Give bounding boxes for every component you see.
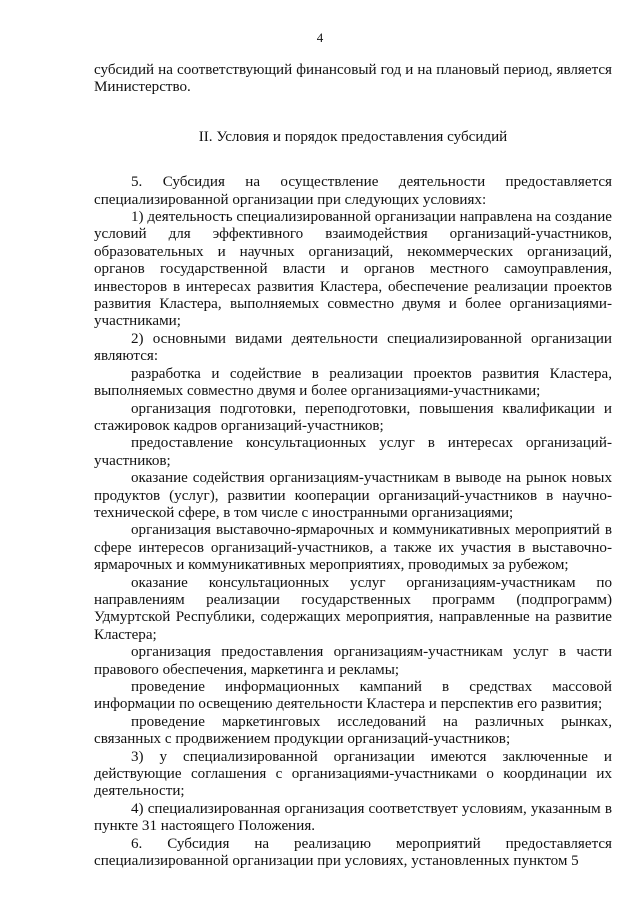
paragraph-subitem-1: 1) деятельность специализированной организации направлена на создание условий для эффективного взаимодействия организаций-участников, образовательных и научных организаций, некоммерческих организаций, органов государственной власти и органов местного самоуправления, инвесторов в интересах развития Кластера, обеспечение реализации проектов развития Кластера, выполняемых совместно двумя и более организациями-участниками; bbox=[94, 209, 612, 330]
document-body bbox=[94, 62, 612, 870]
section-heading: II. Условия и порядок предоставления субсидий bbox=[198, 128, 508, 145]
paragraph-activity: оказание содействия организациям-участникам в выводе на рынок новых продуктов (услуг), развитии кооперации организаций-участников в научно-технической сфере, в том числе с иностранными организациями; bbox=[94, 470, 612, 521]
paragraph-activity: разработка и содействие в реализации проектов развития Кластера, выполняемых совместно двумя и более организациями-участниками; bbox=[94, 365, 612, 400]
paragraph-activity: предоставление консультационных услуг в интересах организаций-участников; bbox=[94, 435, 612, 469]
paragraph-item-6: 6. Субсидия на реализацию мероприятий предоставляется специализированной организации при условиях, установленных пунктом 5 bbox=[94, 835, 612, 870]
paragraph-activity: организация предоставления организациям-участникам услуг в части правового обеспечения, маркетинга и рекламы; bbox=[94, 644, 612, 678]
paragraph-item-5: 5. Субсидия на осуществление деятельности предоставляется специализированной организации при следующих условиях: bbox=[94, 174, 612, 208]
paragraph-activity: организация выставочно-ярмарочных и коммуникативных мероприятий в сфере интересов организаций-участников, а также их участия в выставочно-ярмарочных и коммуникативных мероприятиях, проводимых за рубежом; bbox=[94, 522, 612, 574]
page-number: 4 bbox=[316, 30, 324, 45]
paragraph-activity: проведение информационных кампаний в средствах массовой информации по освещению деятельности Кластера и перспектив его развития; bbox=[94, 679, 612, 713]
paragraph-activity: проведение маркетинговых исследований на различных рынках, связанных с продвижением продукции организаций-участников; bbox=[94, 713, 612, 748]
paragraph-continuation: субсидий на соответствующий финансовый год и на плановый период, является Министерство. bbox=[94, 62, 612, 96]
paragraph-subitem-4: 4) специализированная организация соответствует условиям, указанным в пункте 31 настоящего Положения. bbox=[94, 800, 612, 835]
paragraph-activity: организация подготовки, переподготовки, повышения квалификации и стажировок кадров организаций-участников; bbox=[94, 400, 612, 434]
paragraph-subitem-2: 2) основными видами деятельности специализированной организации являются: bbox=[94, 330, 612, 365]
paragraph-subitem-3: 3) у специализированной организации имеются заключенные и действующие соглашения с организациями-участниками о координации их деятельности; bbox=[94, 748, 612, 800]
paragraph-activity: оказание консультационных услуг организациям-участникам по направлениям реализации государственных программ (подпрограмм) Удмуртской Республики, содержащих мероприятия, направленные на развитие Кластера; bbox=[94, 574, 612, 643]
